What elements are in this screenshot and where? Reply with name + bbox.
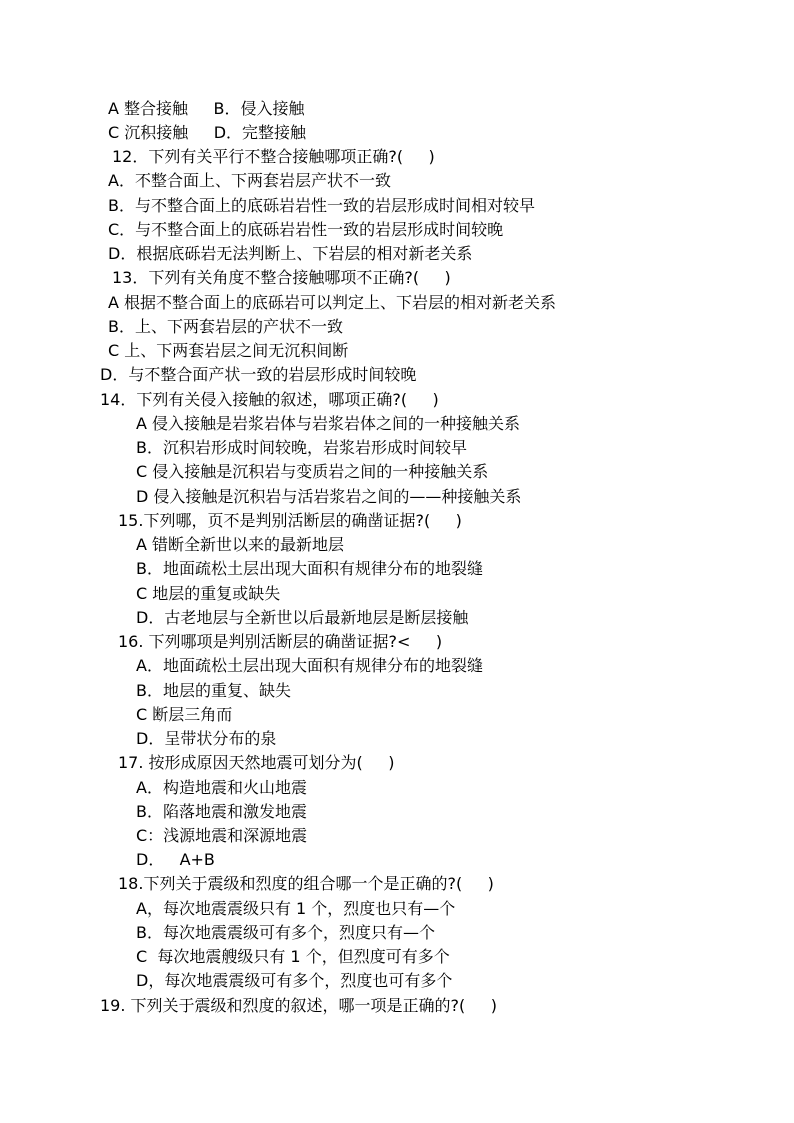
option-c: C：浅源地震和深源地震: [136, 826, 308, 845]
option-a: A．地面疏松土层出现大面积有规律分布的地裂缝: [136, 656, 483, 675]
question-19: 19. 下列关于震级和烈度的叙述，哪一项是正确的?( ): [100, 996, 497, 1015]
answer-options-line: A 整合接触 B．侵入接触: [108, 99, 305, 118]
option-c: C．与不整合面上的底砾岩岩性一致的岩层形成时间较晚: [108, 220, 504, 239]
question-14: 14．下列有关侵入接触的叙述，哪项正确?( ): [100, 390, 439, 409]
option-a: A 根据不整合面上的底砾岩可以判定上、下岩层的相对新老关系: [108, 293, 557, 312]
option-d: D．呈带状分布的泉: [136, 729, 277, 748]
option-b: B．沉积岩形成时间较晚，岩浆岩形成时间较早: [136, 438, 467, 457]
option-d: D．根据底砾岩无法判断上、下岩层的相对新老关系: [108, 244, 473, 263]
option-c: C 断层三角而: [136, 705, 233, 724]
option-d: D．与不整合面产状一致的岩层形成时间较晚: [100, 365, 417, 384]
option-b: B．与不整合面上的底砾岩岩性一致的岩层形成时间相对较早: [108, 196, 535, 215]
option-d: D．古老地层与全新世以后最新地层是断层接触: [136, 608, 469, 627]
option-b: B．地面疏松土层出现大面积有规律分布的地裂缝: [136, 559, 483, 578]
option-d: D． A+B: [136, 850, 215, 869]
answer-options-line: C 沉积接触 D．完整接触: [108, 123, 307, 142]
option-b: B．陷落地震和激发地震: [136, 802, 307, 821]
option-b: B．上、下两套岩层的产状不一致: [108, 317, 343, 336]
option-c: C 每次地震艘级只有 1 个，但烈度可有多个: [136, 947, 450, 966]
option-a: A 侵入接触是岩浆岩体与岩浆岩体之间的一种接触关系: [136, 414, 521, 433]
option-c: C 侵入接触是沉积岩与变质岩之间的一种接触关系: [136, 462, 489, 481]
question-13: 13．下列有关角度不整合接触哪项不正确?( ): [112, 268, 451, 287]
question-12: 12．下列有关平行不整合接触哪项正确?( ): [112, 147, 435, 166]
option-c: C 上、下两套岩层之间无沉积间断: [108, 341, 349, 360]
option-a: A 错断全新世以来的最新地层: [136, 535, 345, 554]
option-a: A．构造地震和火山地震: [136, 778, 307, 797]
option-d: D，每次地震震级可有多个，烈度也可有多个: [136, 971, 453, 990]
question-15: 15.下列哪，页不是判别活断层的确凿证据?( ): [118, 511, 462, 530]
option-b: B．地层的重复、缺失: [136, 681, 291, 700]
option-a: A，每次地震震级只有 1 个，烈度也只有—个: [136, 899, 456, 918]
question-18: 18.下列关于震级和烈度的组合哪一个是正确的?( ): [118, 874, 494, 893]
option-d: D 侵入接触是沉积岩与活岩浆岩之间的——种接触关系: [136, 487, 522, 506]
option-c: C 地层的重复或缺失: [136, 584, 281, 603]
question-16: 16. 下列哪项是判别活断层的确凿证据?< ): [118, 632, 443, 651]
question-17: 17. 按形成原因天然地震可划分为( ): [118, 753, 395, 772]
option-b: B．每次地震震级可有多个，烈度只有—个: [136, 923, 435, 942]
option-a: A．不整合面上、下两套岩层产状不一致: [108, 171, 391, 190]
